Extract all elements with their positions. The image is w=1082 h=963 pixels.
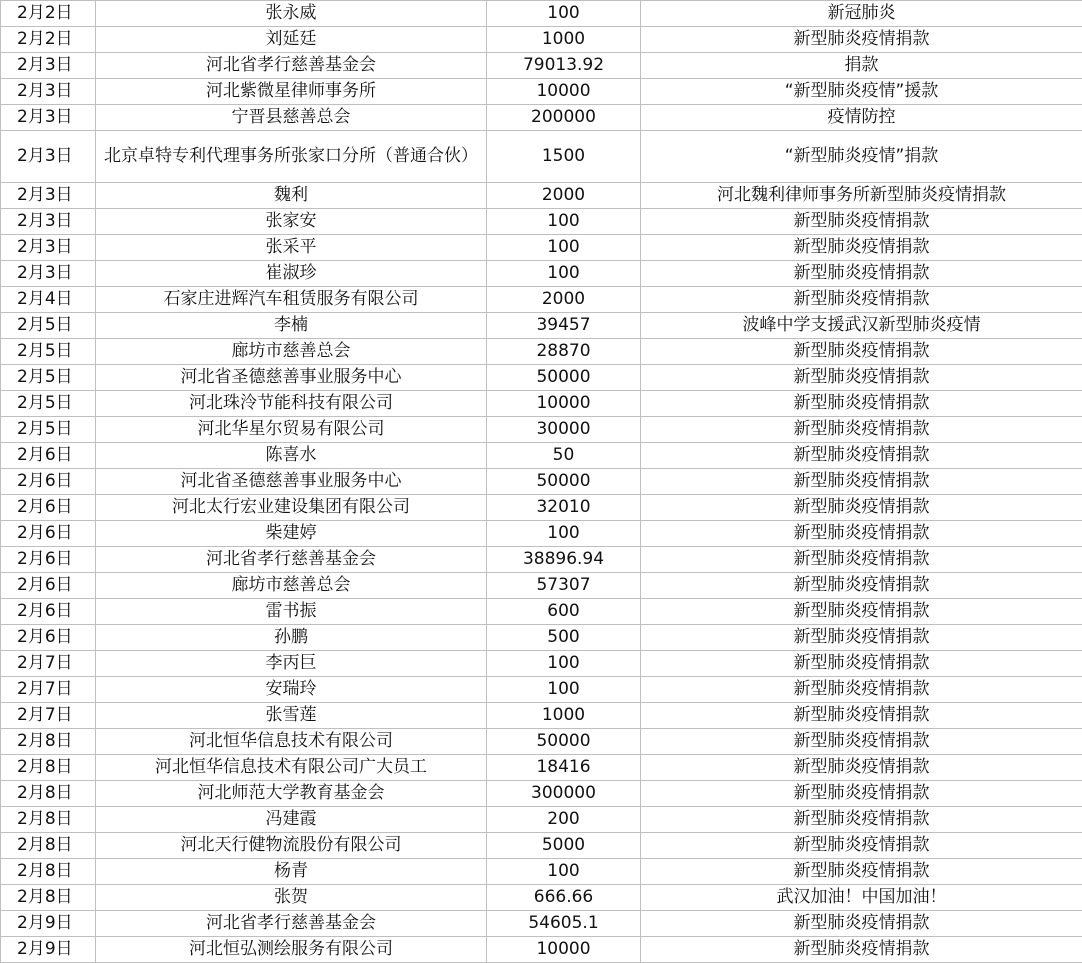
table-row <box>1 261 1082 287</box>
amount-cell: 1000 <box>487 27 641 53</box>
purpose-cell: 新型肺炎疫情捐款 <box>641 625 1082 651</box>
purpose-cell: 新型肺炎疫情捐款 <box>641 261 1082 287</box>
donor-cell: 廊坊市慈善总会 <box>96 573 487 599</box>
purpose-cell: 新型肺炎疫情捐款 <box>641 27 1082 53</box>
purpose-cell: 新型肺炎疫情捐款 <box>641 339 1082 365</box>
donor-cell: 河北恒华信息技术有限公司 <box>96 729 487 755</box>
amount-cell: 32010 <box>487 495 641 521</box>
table-row <box>1 755 1082 781</box>
date-cell: 2月6日 <box>1 443 96 469</box>
donor-cell: 河北华星尔贸易有限公司 <box>96 417 487 443</box>
purpose-cell: 新型肺炎疫情捐款 <box>641 443 1082 469</box>
purpose-cell: 新型肺炎疫情捐款 <box>641 651 1082 677</box>
donor-cell: 河北省圣德慈善事业服务中心 <box>96 469 487 495</box>
purpose-cell: 新型肺炎疫情捐款 <box>641 287 1082 313</box>
date-cell: 2月3日 <box>1 79 96 105</box>
date-cell: 2月8日 <box>1 729 96 755</box>
donor-cell: 张永威 <box>96 1 487 27</box>
donor-cell: 河北恒弘测绘服务有限公司 <box>96 937 487 963</box>
date-cell: 2月2日 <box>1 27 96 53</box>
donor-cell: 宁晋县慈善总会 <box>96 105 487 131</box>
amount-cell: 2000 <box>487 183 641 209</box>
donor-cell: 廊坊市慈善总会 <box>96 339 487 365</box>
table-row <box>1 183 1082 209</box>
table-row <box>1 1 1082 27</box>
purpose-cell: 波峰中学支援武汉新型肺炎疫情 <box>641 313 1082 339</box>
table-row <box>1 573 1082 599</box>
date-cell: 2月7日 <box>1 677 96 703</box>
purpose-cell: 新型肺炎疫情捐款 <box>641 807 1082 833</box>
table-row <box>1 807 1082 833</box>
purpose-cell: 新型肺炎疫情捐款 <box>641 677 1082 703</box>
donor-cell: 张雪莲 <box>96 703 487 729</box>
date-cell: 2月5日 <box>1 365 96 391</box>
date-cell: 2月6日 <box>1 469 96 495</box>
donor-cell: 河北天行健物流股份有限公司 <box>96 833 487 859</box>
table-row <box>1 79 1082 105</box>
amount-cell: 39457 <box>487 313 641 339</box>
donor-cell: 雷书振 <box>96 599 487 625</box>
donor-cell: 河北省孝行慈善基金会 <box>96 547 487 573</box>
table-row <box>1 105 1082 131</box>
table-row <box>1 495 1082 521</box>
purpose-cell: 新型肺炎疫情捐款 <box>641 209 1082 235</box>
date-cell: 2月5日 <box>1 339 96 365</box>
donor-cell: 河北恒华信息技术有限公司广大员工 <box>96 755 487 781</box>
table-row <box>1 729 1082 755</box>
table-row <box>1 235 1082 261</box>
purpose-cell: 新型肺炎疫情捐款 <box>641 573 1082 599</box>
donor-cell: 孙鹏 <box>96 625 487 651</box>
amount-cell: 100 <box>487 677 641 703</box>
table-row <box>1 313 1082 339</box>
amount-cell: 100 <box>487 859 641 885</box>
date-cell: 2月8日 <box>1 755 96 781</box>
purpose-cell: 疫情防控 <box>641 105 1082 131</box>
date-cell: 2月5日 <box>1 391 96 417</box>
table-row <box>1 417 1082 443</box>
table-row <box>1 469 1082 495</box>
purpose-cell: 武汉加油！中国加油！ <box>641 885 1082 911</box>
donor-cell: 冯建霞 <box>96 807 487 833</box>
donor-cell: 河北师范大学教育基金会 <box>96 781 487 807</box>
table-row <box>1 937 1082 963</box>
date-cell: 2月3日 <box>1 183 96 209</box>
date-cell: 2月9日 <box>1 911 96 937</box>
donor-cell: 北京卓特专利代理事务所张家口分所（普通合伙） <box>96 131 487 183</box>
amount-cell: 100 <box>487 1 641 27</box>
amount-cell: 100 <box>487 651 641 677</box>
date-cell: 2月3日 <box>1 131 96 183</box>
purpose-cell: 新型肺炎疫情捐款 <box>641 495 1082 521</box>
purpose-cell: 新型肺炎疫情捐款 <box>641 755 1082 781</box>
donor-cell: 河北紫微星律师事务所 <box>96 79 487 105</box>
purpose-cell: 新型肺炎疫情捐款 <box>641 235 1082 261</box>
purpose-cell: 新型肺炎疫情捐款 <box>641 417 1082 443</box>
donor-cell: 河北省圣德慈善事业服务中心 <box>96 365 487 391</box>
donor-cell: 陈喜水 <box>96 443 487 469</box>
purpose-cell: 河北魏利律师事务所新型肺炎疫情捐款 <box>641 183 1082 209</box>
purpose-cell: 新型肺炎疫情捐款 <box>641 599 1082 625</box>
amount-cell: 100 <box>487 521 641 547</box>
donor-cell: 河北珠泠节能科技有限公司 <box>96 391 487 417</box>
donor-cell: 河北省孝行慈善基金会 <box>96 53 487 79</box>
table-row <box>1 53 1082 79</box>
purpose-cell: “新型肺炎疫情”援款 <box>641 79 1082 105</box>
amount-cell: 300000 <box>487 781 641 807</box>
donor-cell: 石家庄进辉汽车租赁服务有限公司 <box>96 287 487 313</box>
date-cell: 2月5日 <box>1 313 96 339</box>
table-row <box>1 625 1082 651</box>
amount-cell: 500 <box>487 625 641 651</box>
amount-cell: 100 <box>487 261 641 287</box>
purpose-cell: 新型肺炎疫情捐款 <box>641 833 1082 859</box>
donor-cell: 张贺 <box>96 885 487 911</box>
table-row <box>1 521 1082 547</box>
amount-cell: 2000 <box>487 287 641 313</box>
table-row <box>1 703 1082 729</box>
date-cell: 2月3日 <box>1 235 96 261</box>
purpose-cell: 新冠肺炎 <box>641 1 1082 27</box>
amount-cell: 100 <box>487 209 641 235</box>
donor-cell: 安瑞玲 <box>96 677 487 703</box>
date-cell: 2月6日 <box>1 599 96 625</box>
amount-cell: 54605.1 <box>487 911 641 937</box>
amount-cell: 200 <box>487 807 641 833</box>
date-cell: 2月6日 <box>1 547 96 573</box>
amount-cell: 100 <box>487 235 641 261</box>
table-row <box>1 599 1082 625</box>
date-cell: 2月8日 <box>1 885 96 911</box>
table-row <box>1 781 1082 807</box>
purpose-cell: 新型肺炎疫情捐款 <box>641 859 1082 885</box>
purpose-cell: 新型肺炎疫情捐款 <box>641 521 1082 547</box>
date-cell: 2月2日 <box>1 1 96 27</box>
table-row <box>1 391 1082 417</box>
purpose-cell: 新型肺炎疫情捐款 <box>641 911 1082 937</box>
amount-cell: 200000 <box>487 105 641 131</box>
donation-rows <box>1 1 1082 963</box>
table-row <box>1 287 1082 313</box>
table-row <box>1 547 1082 573</box>
donor-cell: 张采平 <box>96 235 487 261</box>
amount-cell: 10000 <box>487 391 641 417</box>
amount-cell: 50000 <box>487 365 641 391</box>
table-row <box>1 443 1082 469</box>
amount-cell: 30000 <box>487 417 641 443</box>
date-cell: 2月8日 <box>1 781 96 807</box>
purpose-cell: 捐款 <box>641 53 1082 79</box>
donor-cell: 张家安 <box>96 209 487 235</box>
donor-cell: 河北太行宏业建设集团有限公司 <box>96 495 487 521</box>
purpose-cell: 新型肺炎疫情捐款 <box>641 391 1082 417</box>
purpose-cell: 新型肺炎疫情捐款 <box>641 547 1082 573</box>
table-row <box>1 365 1082 391</box>
table-row <box>1 651 1082 677</box>
table-row <box>1 339 1082 365</box>
date-cell: 2月3日 <box>1 209 96 235</box>
date-cell: 2月8日 <box>1 859 96 885</box>
donor-cell: 柴建婷 <box>96 521 487 547</box>
table-row <box>1 859 1082 885</box>
donor-cell: 李楠 <box>96 313 487 339</box>
amount-cell: 28870 <box>487 339 641 365</box>
donor-cell: 崔淑珍 <box>96 261 487 287</box>
donor-cell: 李丙巨 <box>96 651 487 677</box>
amount-cell: 10000 <box>487 937 641 963</box>
date-cell: 2月5日 <box>1 417 96 443</box>
donor-cell: 杨青 <box>96 859 487 885</box>
date-cell: 2月7日 <box>1 703 96 729</box>
table-row <box>1 885 1082 911</box>
date-cell: 2月8日 <box>1 807 96 833</box>
amount-cell: 38896.94 <box>487 547 641 573</box>
donor-cell: 刘延廷 <box>96 27 487 53</box>
amount-cell: 57307 <box>487 573 641 599</box>
purpose-cell: “新型肺炎疫情”捐款 <box>641 131 1082 183</box>
donor-cell: 河北省孝行慈善基金会 <box>96 911 487 937</box>
date-cell: 2月3日 <box>1 53 96 79</box>
table-row <box>1 677 1082 703</box>
table-row <box>1 131 1082 183</box>
amount-cell: 50000 <box>487 729 641 755</box>
amount-cell: 10000 <box>487 79 641 105</box>
date-cell: 2月6日 <box>1 573 96 599</box>
amount-cell: 1500 <box>487 131 641 183</box>
purpose-cell: 新型肺炎疫情捐款 <box>641 365 1082 391</box>
amount-cell: 50 <box>487 443 641 469</box>
date-cell: 2月8日 <box>1 833 96 859</box>
amount-cell: 5000 <box>487 833 641 859</box>
donor-cell: 魏利 <box>96 183 487 209</box>
table-row <box>1 27 1082 53</box>
purpose-cell: 新型肺炎疫情捐款 <box>641 469 1082 495</box>
amount-cell: 50000 <box>487 469 641 495</box>
purpose-cell: 新型肺炎疫情捐款 <box>641 729 1082 755</box>
table-row <box>1 911 1082 937</box>
amount-cell: 600 <box>487 599 641 625</box>
table-row <box>1 209 1082 235</box>
table-row <box>1 833 1082 859</box>
date-cell: 2月6日 <box>1 495 96 521</box>
amount-cell: 18416 <box>487 755 641 781</box>
date-cell: 2月3日 <box>1 261 96 287</box>
purpose-cell: 新型肺炎疫情捐款 <box>641 937 1082 963</box>
date-cell: 2月6日 <box>1 521 96 547</box>
amount-cell: 1000 <box>487 703 641 729</box>
amount-cell: 666.66 <box>487 885 641 911</box>
date-cell: 2月3日 <box>1 105 96 131</box>
amount-cell: 79013.92 <box>487 53 641 79</box>
date-cell: 2月7日 <box>1 651 96 677</box>
date-cell: 2月9日 <box>1 937 96 963</box>
purpose-cell: 新型肺炎疫情捐款 <box>641 703 1082 729</box>
purpose-cell: 新型肺炎疫情捐款 <box>641 781 1082 807</box>
date-cell: 2月4日 <box>1 287 96 313</box>
date-cell: 2月6日 <box>1 625 96 651</box>
